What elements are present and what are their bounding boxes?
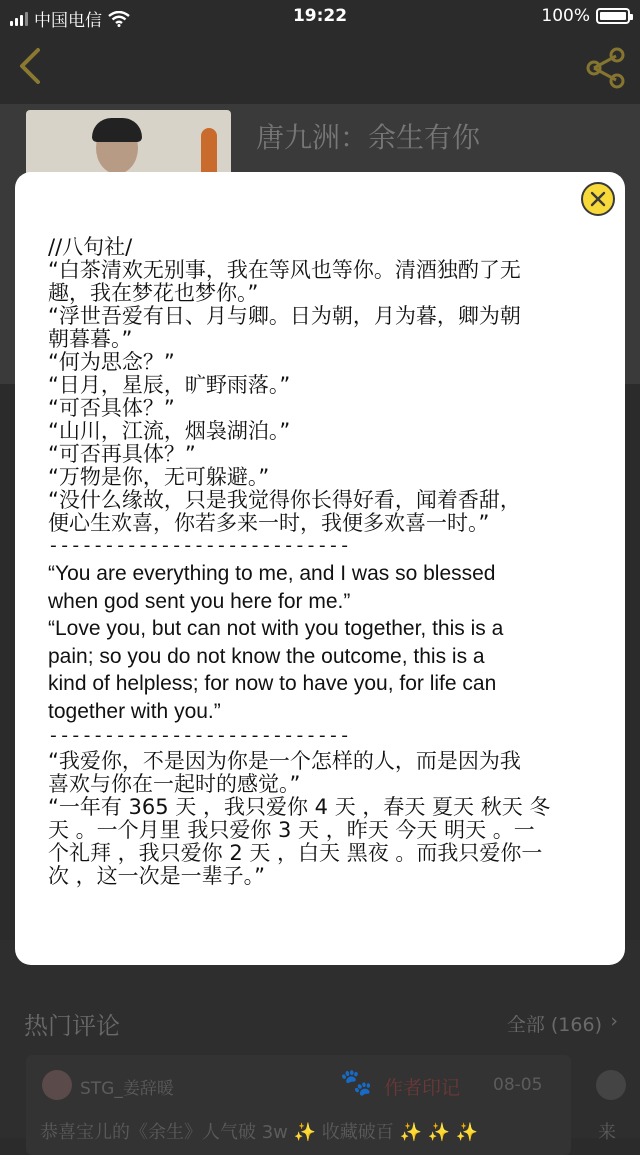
hot-comments-title: 热门评论 xyxy=(24,1012,120,1040)
author-badge: 作者印记 xyxy=(384,1077,461,1099)
lyric-line: “可否具体？” xyxy=(48,396,175,420)
lyric-line: “我爱你，不是因为你是一个怎样的人，而是因为我 xyxy=(48,749,521,773)
lyric-line: 次 ，这一次是一辈子。” xyxy=(48,864,266,888)
avatar[interactable] xyxy=(42,1070,72,1100)
lyric-line: 朝暮暮。” xyxy=(48,327,133,351)
close-icon[interactable] xyxy=(590,191,606,207)
lyric-line: “浮世吾爱有日、月与卿。日为朝，月为暮，卿为朝 xyxy=(48,304,521,328)
lyric-line: pain; so you do not know the outcome, this is a xyxy=(48,644,485,668)
all-comments-link[interactable]: 全部 (166) xyxy=(506,1014,602,1036)
lyric-line: “Love you, but can not with you together, this is a xyxy=(48,617,504,640)
lyric-line: 天 。一个月里 我只爱你 3 天 ，昨天 今天 明天 。一 xyxy=(48,818,535,842)
avatar[interactable] xyxy=(596,1070,626,1100)
lyric-line: //八句社/ xyxy=(48,235,133,259)
lyric-line: together with you.” xyxy=(48,699,221,723)
paw-icon: 🐾 xyxy=(340,1068,373,1098)
comment-text: 恭喜宝儿的《余生》人气破 3w ✨ 收藏破百 ✨ ✨ ✨ xyxy=(40,1122,479,1143)
carrier-label: 中国电信 xyxy=(34,11,102,31)
share-icon[interactable] xyxy=(584,46,628,90)
lyric-line: 趣，我在梦花也梦你。” xyxy=(48,281,259,305)
divider-line: --------------------------- xyxy=(48,537,351,557)
lyric-line: “日月，星辰，旷野雨落。” xyxy=(48,373,291,397)
lyric-line: “没什么缘故，只是我觉得你长得好看，闻着香甜， xyxy=(48,488,521,512)
back-chevron-icon[interactable] xyxy=(14,46,48,86)
lyric-line: 个礼拜 ，我只爱你 2 天 ，白天 黑夜 。而我只爱你一 xyxy=(48,841,543,865)
comment-username[interactable]: STG_姜辞暖 xyxy=(80,1079,174,1099)
comment-date: 08-05 xyxy=(493,1075,543,1095)
lyric-line: “山川，江流，烟袅湖泊。” xyxy=(48,419,291,443)
lyric-line: “何为思念？” xyxy=(48,350,175,374)
status-bar xyxy=(0,0,640,34)
lyric-line: when god sent you here for me.” xyxy=(48,589,351,613)
divider-line: --------------------------- xyxy=(48,727,351,747)
comment-text: 来 xyxy=(598,1122,616,1143)
lyric-line: kind of helpless; for now to have you, for life can xyxy=(48,672,497,695)
lyric-line: “白茶清欢无别事，我在等风也等你。清酒独酌了无 xyxy=(48,258,521,282)
song-title: 唐九洲：余生有你 xyxy=(256,121,481,154)
lyric-line: 便心生欢喜，你若多来一时，我便多欢喜一时。” xyxy=(48,511,490,535)
battery-icon xyxy=(596,8,630,24)
lyric-line: 喜欢与你在一起时的感觉。” xyxy=(48,772,301,796)
nav-bar xyxy=(0,34,640,104)
battery-percent: 100% xyxy=(541,6,590,26)
lyrics-text xyxy=(48,236,598,888)
lyrics-modal xyxy=(15,172,625,965)
lyric-line: “可否再具体？” xyxy=(48,442,196,466)
lyric-line: “一年有 365 天 ，我只爱你 4 天 ，春天 夏天 秋天 冬 xyxy=(48,795,551,819)
clock: 19:22 xyxy=(292,6,348,26)
close-button[interactable] xyxy=(581,182,615,216)
lyric-line: “You are everything to me, and I was so blessed xyxy=(48,562,496,585)
lyric-line: “万物是你，无可躲避。” xyxy=(48,465,270,489)
chevron-right-icon[interactable]: › xyxy=(610,1010,618,1032)
